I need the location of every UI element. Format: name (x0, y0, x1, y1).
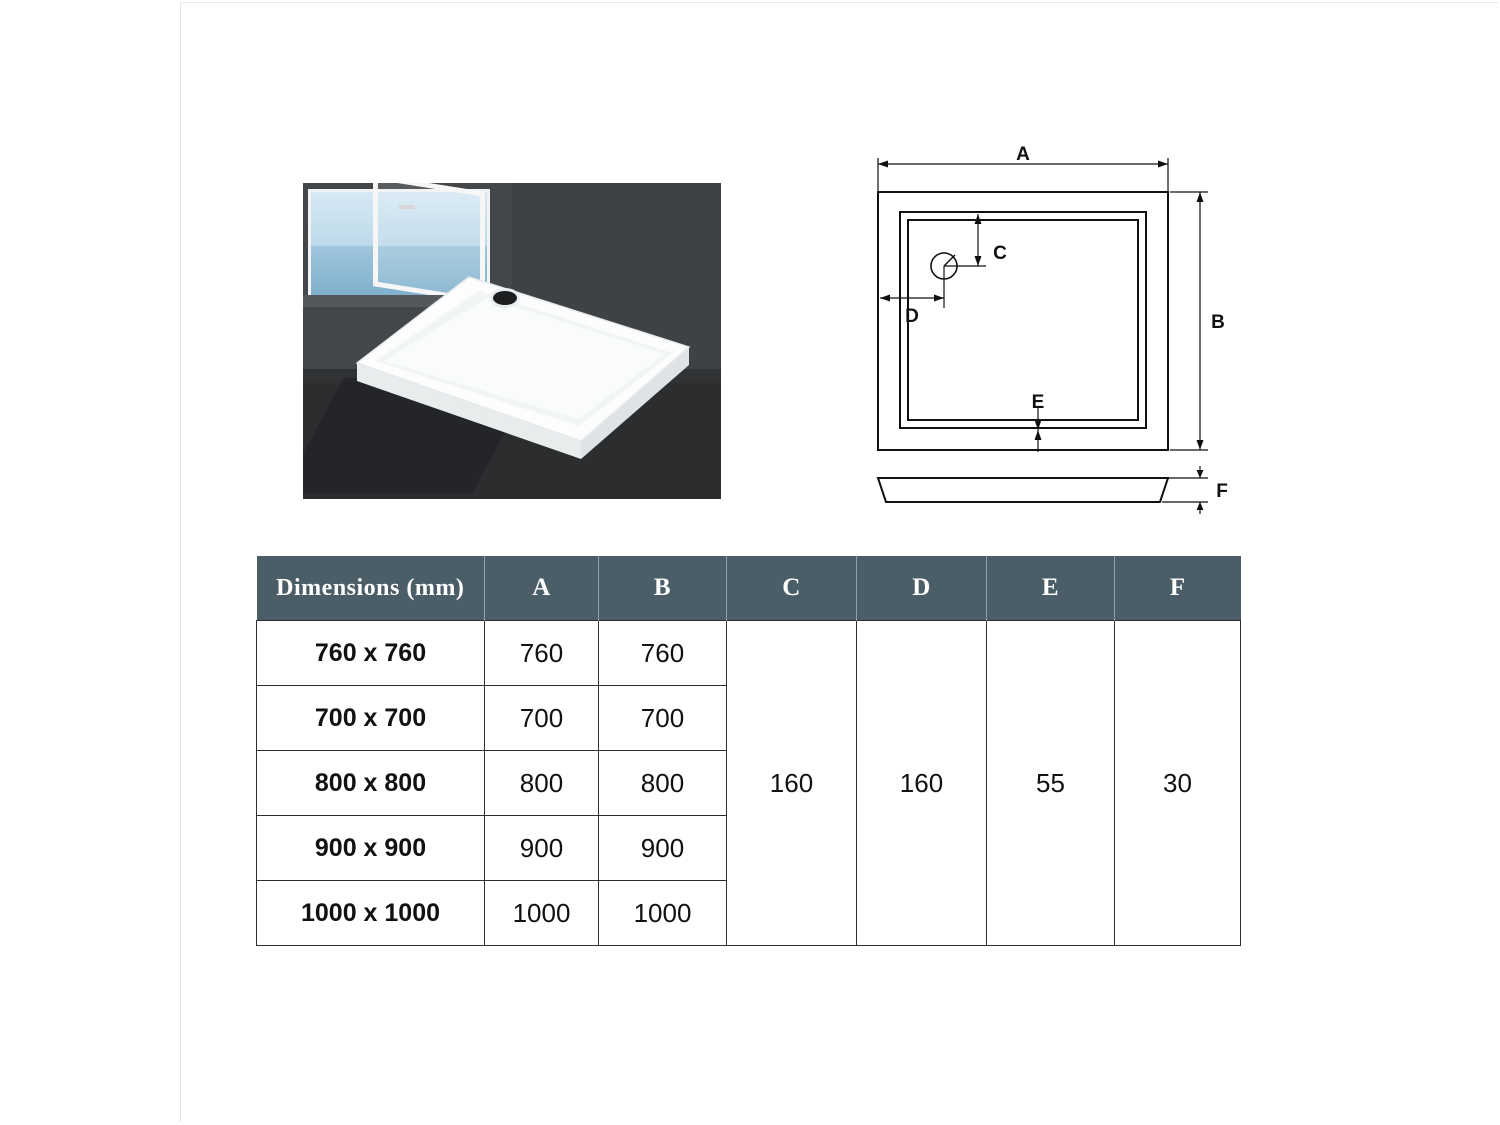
cell-e-merged: 55 (987, 621, 1115, 946)
cell-size: 760 x 760 (257, 621, 485, 686)
cell-a: 1000 (485, 881, 599, 946)
column-header-b: B (599, 556, 727, 621)
product-photo (303, 183, 721, 499)
cell-b: 800 (599, 751, 727, 816)
cell-a: 700 (485, 686, 599, 751)
technical-drawing (860, 140, 1240, 530)
cell-d-merged: 160 (857, 621, 987, 946)
column-header-d: D (857, 556, 987, 621)
cell-b: 900 (599, 816, 727, 881)
column-header-e: E (987, 556, 1115, 621)
table-header-row (257, 556, 1241, 621)
shower-tray-photo (351, 271, 691, 461)
cell-a: 900 (485, 816, 599, 881)
drain-icon (493, 291, 517, 305)
cell-size: 1000 x 1000 (257, 881, 485, 946)
dim-label-E: E (1031, 392, 1045, 413)
column-header-dimensions: Dimensions (mm) (257, 556, 485, 621)
window-handle-icon (399, 205, 415, 209)
cell-f-merged: 30 (1115, 621, 1241, 946)
column-header-c: C (727, 556, 857, 621)
column-header-a: A (485, 556, 599, 621)
cell-a: 760 (485, 621, 599, 686)
cell-b: 700 (599, 686, 727, 751)
dim-label-F: F (1216, 481, 1228, 502)
column-header-f: F (1115, 556, 1241, 621)
dim-label-D: D (905, 306, 919, 327)
dim-label-A: A (1016, 144, 1030, 165)
table-row (257, 621, 1241, 686)
dim-label-C: C (993, 243, 1007, 264)
cell-b: 760 (599, 621, 727, 686)
cell-size: 900 x 900 (257, 816, 485, 881)
dim-label-B: B (1211, 312, 1225, 333)
cell-b: 1000 (599, 881, 727, 946)
cell-size: 800 x 800 (257, 751, 485, 816)
cell-a: 800 (485, 751, 599, 816)
cell-size: 700 x 700 (257, 686, 485, 751)
dimensions-table (256, 556, 1241, 946)
cell-c-merged: 160 (727, 621, 857, 946)
